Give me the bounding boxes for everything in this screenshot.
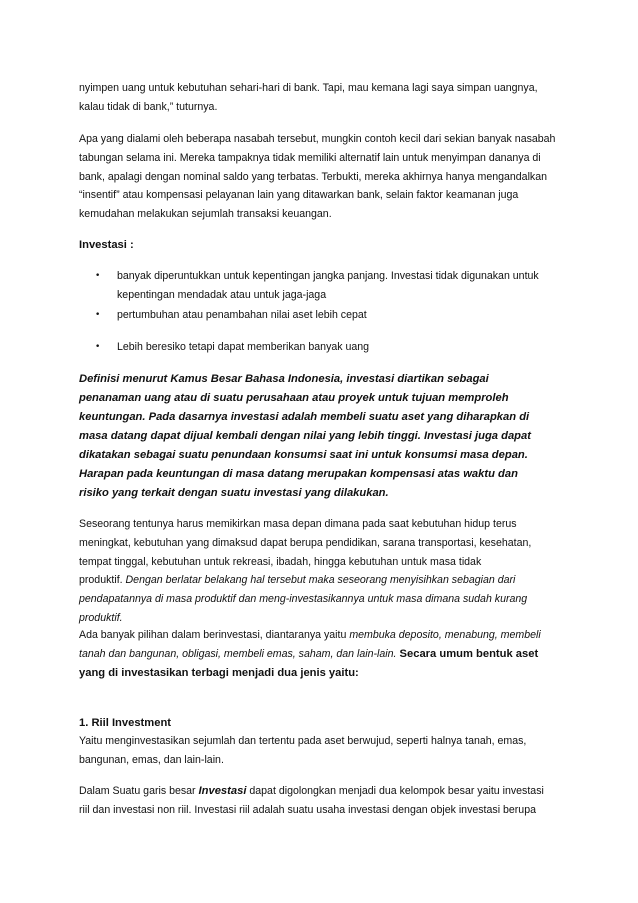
- definition-line: dikatakan sebagai suatu penundaan konsumsi saat ini untuk konsumsi masa depan.: [79, 449, 528, 461]
- paragraph-line: bank, apalagi dengan nominal saldo yang terbatas. Terbukti, mereka akhirnya hanya mengandalkan: [79, 171, 548, 183]
- bullet-item: Lebih beresiko tetapi dapat memberikan banyak uang: [117, 341, 370, 353]
- text-run-bold-italic: Investasi: [198, 785, 247, 797]
- paragraph-line: [79, 628, 541, 642]
- paragraph-line: nyimpen uang untuk kebutuhan sehari-hari di bank. Tapi, mau kemana lagi saya simpan uangnya,: [79, 82, 538, 94]
- text-run-italic: Dengan berlatar belakang hal tersebut maka seseorang menyisihkan sebagian dari: [125, 574, 516, 586]
- text-run-italic: membuka deposito, menabung, membeli: [349, 629, 541, 641]
- paragraph-line: riil dan investasi non riil. Investasi riil adalah suatu usaha investasi dengan objek investasi berupa: [79, 804, 536, 816]
- definition-line: risiko yang terkait dengan suatu investasi yang dilakukan.: [79, 487, 389, 499]
- text-run: dapat digolongkan menjadi dua kelompok besar yaitu investasi: [246, 785, 544, 797]
- text-run: produktif.: [79, 574, 126, 586]
- text-run-bold: Secara umum bentuk aset: [396, 648, 539, 660]
- definition-line: masa datang dapat dijual kembali dengan nilai yang lebih tinggi. Investasi juga dapat: [79, 430, 531, 442]
- paragraph-line: Seseorang tentunya harus memikirkan masa depan dimana pada saat kebutuhan hidup terus: [79, 518, 517, 530]
- text-run-italic: tanah dan bangunan, obligasi, membeli emas, saham, dan lain-lain.: [79, 648, 397, 660]
- paragraph-line: yang di investasikan terbagi menjadi dua jenis yaitu:: [79, 667, 359, 679]
- bullet-item: banyak diperuntukkan untuk kepentingan jangka panjang. Investasi tidak digunakan untuk: [117, 270, 539, 282]
- bullet-item-continuation: kepentingan mendadak atau untuk jaga-jaga: [117, 289, 327, 301]
- bullet-glyph: •: [95, 342, 101, 352]
- text-run: Dalam Suatu garis besar: [79, 785, 199, 797]
- bullet-item: pertumbuhan atau penambahan nilai aset lebih cepat: [117, 309, 367, 321]
- paragraph-line: tempat tinggal, kebutuhan untuk rekreasi, ibadah, hingga kebutuhan untuk masa tidak: [79, 556, 482, 568]
- definition-line: Harapan pada keuntungan di masa datang merupakan kompensasi atas waktu dan: [79, 468, 518, 480]
- definition-line: penanaman uang atau di suatu perusahaan atau proyek untuk tujuan memproleh: [79, 392, 509, 404]
- section-heading-riil: 1. Riil Investment: [79, 717, 172, 729]
- paragraph-line: Apa yang dialami oleh beberapa nasabah tersebut, mungkin contoh kecil dari sekian banyak nasabah: [79, 133, 556, 145]
- bullet-glyph: •: [95, 310, 101, 320]
- paragraph-line: kemudahan melakukan sejumlah transaksi keuangan.: [79, 208, 332, 220]
- paragraph-line: Yaitu menginvestasikan sejumlah dan tertentu pada aset berwujud, seperti halnya tanah, emas,: [79, 735, 527, 747]
- paragraph-line: tabungan selama ini. Mereka tampaknya tidak memiliki alternatif lain untuk menyimpan dananya di: [79, 152, 541, 164]
- bullet-glyph: •: [95, 271, 101, 281]
- paragraph-line: bangunan, emas, dan lain-lain.: [79, 754, 224, 766]
- text-run: Ada banyak pilihan dalam berinvestasi, diantaranya yaitu: [79, 629, 350, 641]
- paragraph-line: meningkat, kebutuhan yang dimaksud dapat berupa pendidikan, sarana transportasi, kesehatan,: [79, 537, 532, 549]
- definition-line: keuntungan. Pada dasarnya investasi adalah membeli suatu aset yang diharapkan di: [79, 411, 530, 423]
- paragraph-line: [79, 647, 538, 661]
- paragraph-line: produktif.: [79, 612, 123, 624]
- section-heading-investasi: Investasi :: [79, 239, 134, 251]
- definition-line: Definisi menurut Kamus Besar Bahasa Indonesia, investasi diartikan sebagai: [79, 373, 489, 385]
- paragraph-line: [79, 573, 515, 587]
- paragraph-line: pendapatannya di masa produktif dan meng-investasikannya untuk masa dimana sudah kurang: [79, 593, 528, 605]
- paragraph-line: kalau tidak di bank,” tuturnya.: [79, 101, 218, 113]
- paragraph-line: “insentif” atau kompensasi pelayanan lain yang ditawarkan bank, selain faktor keamanan juga: [79, 189, 519, 201]
- paragraph-line: [79, 784, 544, 798]
